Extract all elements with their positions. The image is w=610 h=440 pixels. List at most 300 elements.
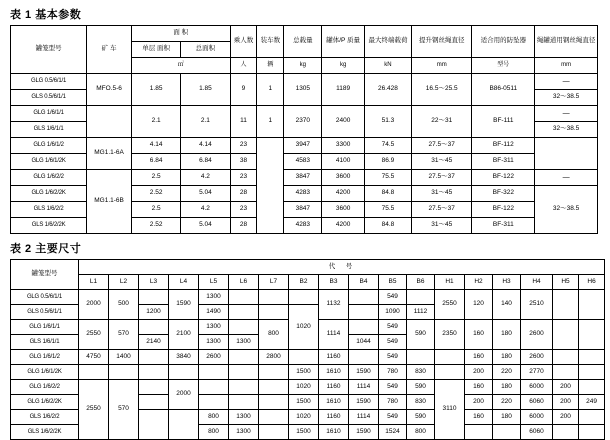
cell-area-single: 6.84 <box>131 154 180 170</box>
cell-B4 <box>349 350 379 365</box>
cell-L7 <box>259 365 289 380</box>
th2-B2: B2 <box>289 275 319 290</box>
cell-H6 <box>579 350 605 365</box>
th2-L4: L4 <box>169 275 199 290</box>
table1-header-row-1 <box>11 26 598 42</box>
cell-B2 <box>289 290 319 305</box>
cell-B2: 1020 <box>289 410 319 425</box>
cell-model: GLS 1/6/2/2 <box>11 202 87 218</box>
th-car: 矿 车 <box>87 26 132 74</box>
cell-L6 <box>229 395 259 410</box>
cell-B5: 780 <box>379 395 407 410</box>
cell-model: GLG 0.5/6/1/1 <box>11 290 79 305</box>
th2-L7: L7 <box>259 275 289 290</box>
table-row <box>11 170 598 186</box>
cell-total: 4283 <box>284 186 322 202</box>
th2-B5: B5 <box>379 275 407 290</box>
cell-body: 4200 <box>322 186 365 202</box>
cell-rope: 27.5～37 <box>411 202 471 218</box>
cell-L4 <box>169 410 199 440</box>
cell-H2: 160 <box>465 320 493 350</box>
th2-H5: H5 <box>553 275 579 290</box>
cell-rope: 22～31 <box>411 106 471 138</box>
cell-L7 <box>259 395 289 410</box>
cell-max: 51.3 <box>364 106 411 138</box>
cell-L7: 800 <box>259 320 289 350</box>
th-persons: 乘人数 <box>230 26 257 58</box>
cell-body: 3600 <box>322 202 365 218</box>
th-guide-rope: 绳罐道用钢丝绳直径 <box>535 26 598 58</box>
cell-body: 2400 <box>322 106 365 138</box>
cell-L3 <box>139 395 169 410</box>
cell-buffer: BF-322 <box>472 186 535 202</box>
cell-H4: 6060 <box>521 395 553 410</box>
cell-model: GLG 1/6/1/2K <box>11 365 79 380</box>
th2-H4: H4 <box>521 275 553 290</box>
cell-L6: 1300 <box>229 425 259 440</box>
cell-model: GLG 1/6/2/2 <box>11 380 79 395</box>
cell-B3: 1132 <box>319 290 349 320</box>
cell-B4: 1590 <box>349 395 379 410</box>
th-max-load: 最大终端载荷 <box>364 26 411 58</box>
th-area-total: 总面积 <box>181 42 230 58</box>
cell-B3: 1160 <box>319 350 349 365</box>
cell-B6: 830 <box>407 395 435 410</box>
table1-basic-parameters <box>10 25 598 234</box>
cell-area-total: 5.04 <box>181 218 230 234</box>
cell-H3: 180 <box>493 410 521 425</box>
cell-B5: 549 <box>379 350 407 365</box>
cell-L3 <box>139 365 169 380</box>
cell-B6: 800 <box>407 425 435 440</box>
cell-area-single: 2.1 <box>131 106 180 138</box>
cell-B4 <box>349 290 379 305</box>
cell-L3 <box>139 290 169 305</box>
table2-header-row-2 <box>11 275 605 290</box>
cell-persons: 11 <box>230 106 257 138</box>
cell-L6: 1300 <box>229 335 259 350</box>
th-unit-rope: mm <box>411 58 471 74</box>
cell-B2: 1020 <box>289 305 319 350</box>
table-row <box>11 74 598 90</box>
cell-rope: 31～45 <box>411 186 471 202</box>
th-rope-dia: 提升钢丝绳直径 <box>411 26 471 58</box>
cell-B5: 549 <box>379 335 407 350</box>
th2-H6: H6 <box>579 275 605 290</box>
cell-L5: 1490 <box>199 305 229 320</box>
cell-car <box>87 106 132 138</box>
cell-guide: 32～38.5 <box>535 122 598 138</box>
cell-B5: 1524 <box>379 425 407 440</box>
cell-area-single: 2.5 <box>131 170 180 186</box>
cell-L3: 2140 <box>139 335 169 350</box>
cell-max: 75.5 <box>364 170 411 186</box>
cell-H2: 160 <box>465 350 493 365</box>
cell-H1: 2550 <box>435 290 465 320</box>
cell-cars: 1 <box>257 74 284 106</box>
cell-H2: 160 <box>465 380 493 395</box>
cell-buffer: BF-111 <box>472 106 535 138</box>
cell-body: 1189 <box>322 74 365 106</box>
cell-guide <box>535 138 598 170</box>
cell-guide: — <box>535 106 598 122</box>
table-row <box>11 350 605 365</box>
cell-L3 <box>139 320 169 335</box>
cell-model: GLG 1/6/2/2K <box>11 186 87 202</box>
cell-model: GLG 1/6/2/2K <box>11 395 79 410</box>
cell-H5 <box>553 290 579 320</box>
cell-L5 <box>199 380 229 395</box>
cell-total: 4283 <box>284 218 322 234</box>
cell-area-total: 5.04 <box>181 186 230 202</box>
cell-B3: 1160 <box>319 380 349 395</box>
cell-H3: 140 <box>493 290 521 320</box>
cell-L5: 1300 <box>199 290 229 305</box>
cell-buffer: B86-0511 <box>472 74 535 106</box>
cell-H1: 2350 <box>435 320 465 350</box>
cell-L6 <box>229 350 259 365</box>
cell-L2: 570 <box>109 320 139 350</box>
cell-B4: 1590 <box>349 425 379 440</box>
cell-H4: 2510 <box>521 290 553 320</box>
cell-B5: 1090 <box>379 305 407 320</box>
cell-L1: 2550 <box>79 380 109 440</box>
cell-max: 26.428 <box>364 74 411 106</box>
cell-B5: 780 <box>379 365 407 380</box>
cell-total: 3847 <box>284 202 322 218</box>
cell-H3: 180 <box>493 350 521 365</box>
cell-buffer: BF-122 <box>472 170 535 186</box>
cell-L3: 1200 <box>139 305 169 320</box>
cell-persons: 28 <box>230 186 257 202</box>
cell-model: GLG 1/6/1/2 <box>11 138 87 154</box>
cell-L5: 1300 <box>199 335 229 350</box>
th-area-group: 面 积 <box>131 26 230 42</box>
cell-body: 3600 <box>322 170 365 186</box>
cell-H3: 220 <box>493 365 521 380</box>
cell-model: GLS 1/6/2/2 <box>11 410 79 425</box>
cell-rope: 27.5～37 <box>411 138 471 154</box>
th-unit-buffer: 型号 <box>472 58 535 74</box>
cell-L7 <box>259 410 289 425</box>
cell-L1 <box>79 365 109 380</box>
th-unit-cars: 辆 <box>257 58 284 74</box>
th-unit-area: ㎡ <box>131 58 230 74</box>
cell-H6: 249 <box>579 395 605 410</box>
cell-model: GLS 1/6/2/2K <box>11 218 87 234</box>
cell-buffer: BF-311 <box>472 154 535 170</box>
cell-model: GLS 1/6/2/2K <box>11 425 79 440</box>
cell-H4: 2600 <box>521 320 553 350</box>
cell-H6 <box>579 290 605 320</box>
th-unit-persons: 人 <box>230 58 257 74</box>
cell-H3: 180 <box>493 320 521 350</box>
cell-persons: 23 <box>230 202 257 218</box>
cell-model: GLG 1/6/2/2 <box>11 170 87 186</box>
cell-area-total: 4.14 <box>181 138 230 154</box>
cell-model: GLG 0.5/6/1/1 <box>11 74 87 90</box>
th2-L6: L6 <box>229 275 259 290</box>
table-row <box>11 380 605 395</box>
th2-B6: B6 <box>407 275 435 290</box>
cell-B3: 1610 <box>319 395 349 410</box>
cell-H5 <box>553 365 579 380</box>
cell-B5: 549 <box>379 380 407 395</box>
cell-cars: 1 <box>257 106 284 138</box>
cell-rope: 16.5～25.5 <box>411 74 471 106</box>
table-row <box>11 365 605 380</box>
th2-code-group: 代 号 <box>79 260 605 275</box>
table-row <box>11 290 605 305</box>
cell-area-total: 4.2 <box>181 170 230 186</box>
cell-area-single: 2.52 <box>131 218 180 234</box>
cell-H2 <box>465 425 493 440</box>
th-unit-total: kg <box>284 58 322 74</box>
cell-L3 <box>139 380 169 395</box>
cell-H3 <box>493 425 521 440</box>
cell-L4: 2000 <box>169 380 199 410</box>
cell-B3: 1610 <box>319 425 349 440</box>
cell-L1: 2000 <box>79 290 109 320</box>
th2-L3: L3 <box>139 275 169 290</box>
cell-B2: 1020 <box>289 380 319 395</box>
cell-max: 84.8 <box>364 218 411 234</box>
cell-B6 <box>407 290 435 305</box>
cell-model: GLG 1/6/1/2 <box>11 350 79 365</box>
cell-H4: 6060 <box>521 425 553 440</box>
cell-H2: 120 <box>465 290 493 320</box>
cell-max: 86.9 <box>364 154 411 170</box>
cell-model: GLS 1/6/1/1 <box>11 122 87 138</box>
cell-H6 <box>579 365 605 380</box>
document-page <box>0 6 610 435</box>
cell-B3: 1610 <box>319 365 349 380</box>
cell-B4 <box>349 320 379 335</box>
cell-rope: 31～45 <box>411 154 471 170</box>
cell-guide: 32～38.5 <box>535 186 598 234</box>
cell-H5: 200 <box>553 380 579 395</box>
cell-total: 4583 <box>284 154 322 170</box>
cell-L5: 1300 <box>199 320 229 335</box>
cell-car: MG1.1-6A <box>87 138 132 170</box>
cell-model: GLS 1/6/1/1 <box>11 335 79 350</box>
cell-area-total: 6.84 <box>181 154 230 170</box>
cell-B4: 1114 <box>349 380 379 395</box>
cell-total: 1305 <box>284 74 322 106</box>
cell-H6 <box>579 410 605 425</box>
cell-L7 <box>259 290 289 305</box>
cell-buffer: BF-112 <box>472 138 535 154</box>
cell-car: MG1.1-6B <box>87 170 132 234</box>
cell-guide: — <box>535 170 598 186</box>
th-total-weight: 总载量 <box>284 26 322 58</box>
cell-area-single: 4.14 <box>131 138 180 154</box>
th-unit-max: kN <box>364 58 411 74</box>
table2-main-dimensions <box>10 259 605 440</box>
cell-B5: 549 <box>379 410 407 425</box>
cell-L6 <box>229 380 259 395</box>
cell-H2: 200 <box>465 395 493 410</box>
th2-L5: L5 <box>199 275 229 290</box>
cell-guide: 32～38.5 <box>535 90 598 106</box>
cell-area-total: 4.2 <box>181 202 230 218</box>
th-unit-guide: mm <box>535 58 598 74</box>
cell-rope: 27.5～37 <box>411 170 471 186</box>
cell-persons: 9 <box>230 74 257 106</box>
cell-L2: 570 <box>109 380 139 440</box>
th-cars: 装车数 <box>257 26 284 58</box>
cell-H4: 2600 <box>521 350 553 365</box>
cell-L4: 3840 <box>169 350 199 365</box>
cell-area-single: 2.5 <box>131 202 180 218</box>
cell-B2: 1500 <box>289 395 319 410</box>
th-buffer: 适合用的防坠器 <box>472 26 535 58</box>
cell-B5: 549 <box>379 320 407 335</box>
cell-B6: 590 <box>407 410 435 425</box>
table2-header-row-1 <box>11 260 605 275</box>
cell-H6 <box>579 380 605 395</box>
cell-L2: 500 <box>109 290 139 320</box>
cell-L7 <box>259 380 289 395</box>
th2-H3: H3 <box>493 275 521 290</box>
cell-L3 <box>139 410 169 440</box>
cell-L6 <box>229 305 259 320</box>
cell-B6 <box>407 350 435 365</box>
cell-B6: 590 <box>407 320 435 350</box>
cell-L6 <box>229 320 259 335</box>
cell-max: 75.5 <box>364 202 411 218</box>
cell-H1 <box>435 365 465 380</box>
cell-B3: 1114 <box>319 320 349 350</box>
cell-B5: 549 <box>379 290 407 305</box>
th2-L2: L2 <box>109 275 139 290</box>
cell-L5: 800 <box>199 425 229 440</box>
cell-B3: 1160 <box>319 410 349 425</box>
table1-title: 表 1 基本参数 <box>10 9 82 21</box>
cell-persons: 23 <box>230 138 257 154</box>
cell-L1: 2550 <box>79 320 109 350</box>
cell-area-single: 2.52 <box>131 186 180 202</box>
cell-area-total: 2.1 <box>181 106 230 138</box>
table-row <box>11 106 598 122</box>
cell-B4: 1590 <box>349 365 379 380</box>
cell-L6 <box>229 365 259 380</box>
cell-H3: 220 <box>493 395 521 410</box>
cell-buffer: BF-311 <box>472 218 535 234</box>
cell-H4: 2770 <box>521 365 553 380</box>
cell-B2: 1500 <box>289 365 319 380</box>
cell-area-single: 1.85 <box>131 74 180 106</box>
cell-model: GLS 0.5/6/1/1 <box>11 90 87 106</box>
cell-H4: 6000 <box>521 380 553 395</box>
cell-persons: 28 <box>230 218 257 234</box>
cell-L7 <box>259 425 289 440</box>
cell-L7 <box>259 305 289 320</box>
th2-H2: H2 <box>465 275 493 290</box>
cell-L5 <box>199 395 229 410</box>
th-model: 罐笼型号 <box>11 26 87 74</box>
cell-L1: 4750 <box>79 350 109 365</box>
cell-B6: 830 <box>407 365 435 380</box>
cell-buffer: BF-122 <box>472 202 535 218</box>
cell-L5: 800 <box>199 410 229 425</box>
cell-H5: 200 <box>553 410 579 425</box>
th-unit-body: kg <box>322 58 365 74</box>
th2-B3: B3 <box>319 275 349 290</box>
cell-H5 <box>553 350 579 365</box>
cell-max: 84.8 <box>364 186 411 202</box>
cell-guide: — <box>535 74 598 90</box>
cell-H5 <box>553 425 579 440</box>
cell-H2: 160 <box>465 410 493 425</box>
cell-L3 <box>139 350 169 365</box>
cell-L7: 2800 <box>259 350 289 365</box>
cell-model: GLG 1/6/1/1 <box>11 320 79 335</box>
cell-H6 <box>579 320 605 350</box>
cell-model: GLS 0.5/6/1/1 <box>11 305 79 320</box>
cell-model: GLG 1/6/1/1 <box>11 106 87 122</box>
cell-B4: 1044 <box>349 335 379 350</box>
cell-total: 3947 <box>284 138 322 154</box>
cell-L5: 2600 <box>199 350 229 365</box>
cell-L6: 1300 <box>229 410 259 425</box>
cell-H1 <box>435 350 465 365</box>
cell-cars <box>257 138 284 234</box>
cell-persons: 38 <box>230 154 257 170</box>
cell-L2 <box>109 365 139 380</box>
cell-body: 4200 <box>322 218 365 234</box>
cell-L2: 1400 <box>109 350 139 365</box>
cell-rope: 31～45 <box>411 218 471 234</box>
table2-title: 表 2 主要尺寸 <box>10 243 82 255</box>
th2-B4: B4 <box>349 275 379 290</box>
cell-L5 <box>199 365 229 380</box>
cell-persons: 23 <box>230 170 257 186</box>
cell-B4 <box>349 305 379 320</box>
cell-B6: 590 <box>407 380 435 395</box>
th2-model: 罐笼型号 <box>11 260 79 290</box>
cell-H5: 200 <box>553 395 579 410</box>
cell-H4: 6000 <box>521 410 553 425</box>
cell-L4 <box>169 365 199 380</box>
cell-B6: 1112 <box>407 305 435 320</box>
cell-B2 <box>289 350 319 365</box>
cell-H6 <box>579 425 605 440</box>
cell-L6 <box>229 290 259 305</box>
cell-total: 2370 <box>284 106 322 138</box>
cell-B4: 1114 <box>349 410 379 425</box>
cell-total: 3847 <box>284 170 322 186</box>
cell-car: MFO.5-6 <box>87 74 132 106</box>
cell-body: 3300 <box>322 138 365 154</box>
cell-L4: 1590 <box>169 290 199 320</box>
cell-H2: 200 <box>465 365 493 380</box>
cell-B2: 1500 <box>289 425 319 440</box>
th2-H1: H1 <box>435 275 465 290</box>
cell-max: 74.5 <box>364 138 411 154</box>
th-body-weight: 罐体/P 质量 <box>322 26 365 58</box>
cell-H3: 180 <box>493 380 521 395</box>
cell-H5 <box>553 320 579 350</box>
th-area-single: 单层 面积 <box>131 42 180 58</box>
cell-H1: 3110 <box>435 380 465 440</box>
th2-L1: L1 <box>79 275 109 290</box>
cell-model: GLG 1/6/1/2K <box>11 154 87 170</box>
cell-body: 4100 <box>322 154 365 170</box>
cell-area-total: 1.85 <box>181 74 230 106</box>
cell-L4: 2100 <box>169 320 199 350</box>
table-row <box>11 138 598 154</box>
